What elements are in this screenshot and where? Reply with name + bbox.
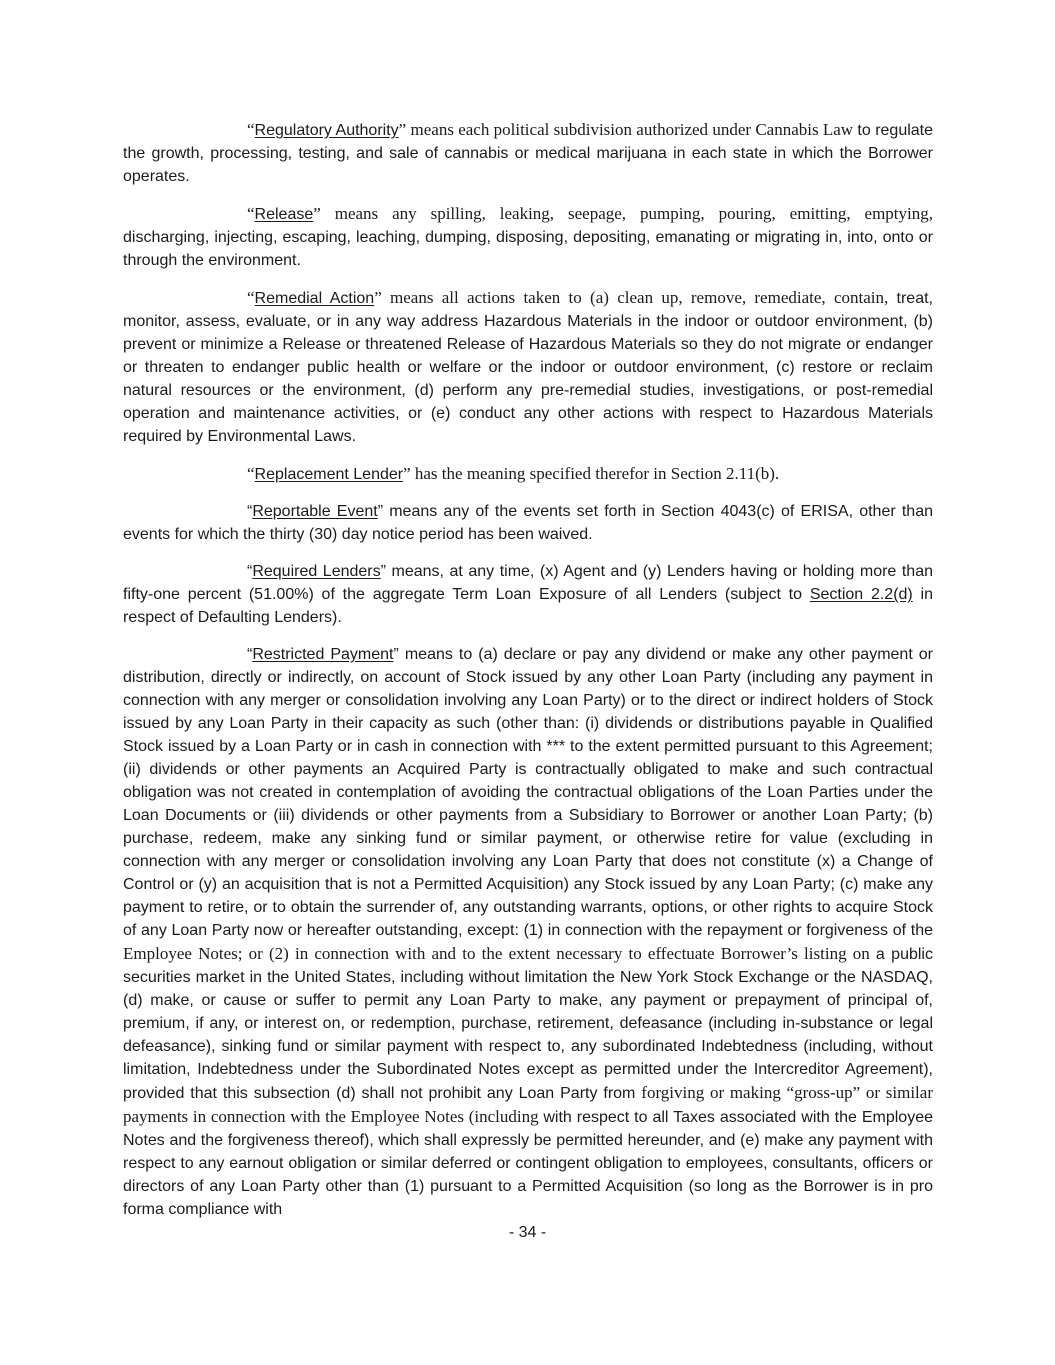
definition-restricted-payment: [123, 643, 933, 1221]
text-segment: “: [247, 204, 255, 223]
text-segment: “: [247, 563, 253, 580]
text-segment: treat, monitor, assess, evaluate, or in any way address Hazardous Materials in the indoor or outdoor environment, (b) prevent or minimize a Release or threatened Release of Hazardous Materials so they do not migrate or endanger or threaten to endanger public health or welfare or the indoor or outdoor environment, (c) restore or reclaim natural resources or the environment, (d) perform any pre-remedial studies, investigations, or post-remedial operation and maintenance activities, or (e) conduct any other actions with respect to Hazardous Materials required by Environmental Laws.: [123, 290, 933, 445]
definition-remedial-action: [123, 286, 933, 448]
text-segment: “: [247, 120, 255, 139]
text-segment: a public securities market in the United States, including without limitation the New York Stock Exchange or the NASDAQ, (d) make, or cause or suffer to permit any Loan Party to make, any payment or prepayment of principal of, premium, if any, or interest on, or redemption, purchase, retirement, defeasance (including in-substance or legal defeasance), sinking fund or similar payment with respect to, any subordinated Indebtedness (including, without limitation, Indebtedness under the Subordinated Notes except as permitted under the Intercreditor Agreement), provided that this subsection (d) shall not prohibit any Loan Party from: [123, 946, 933, 1102]
defined-term: Regulatory Authority: [254, 122, 399, 139]
text-segment: “: [247, 288, 255, 307]
defined-term: Replacement Lender: [254, 466, 404, 483]
definition-reportable-event: [123, 500, 933, 546]
defined-term: Remedial Action: [254, 290, 375, 307]
text-segment: ” has the meaning specified therefor in Section 2.11(b).: [403, 464, 780, 483]
defined-term: Required Lenders: [252, 563, 381, 580]
text-segment: “: [247, 646, 253, 663]
defined-term: Release: [254, 206, 314, 223]
text-segment: ” means all actions taken to (a) clean up, remove, remediate, contain,: [374, 288, 897, 307]
text-segment: “: [247, 464, 255, 483]
section-reference: Section 2.2(d): [809, 586, 913, 603]
text-segment: forgiving or making “gross-up” or similar payments in connection with the Employee Notes (including: [123, 1083, 933, 1126]
defined-term: Restricted Payment: [252, 646, 394, 663]
page-number: - 34 -: [508, 1224, 547, 1241]
text-segment: “: [247, 503, 253, 520]
text-segment: discharging, injecting, escaping, leaching, dumping, disposing, depositing, emanating or migrating in, into, onto or through the environment.: [123, 229, 933, 269]
text-segment: to regulate the growth, processing, testing, and sale of cannabis or medical marijuana in each state in which the Borrower operates.: [123, 122, 934, 185]
definition-regulatory-authority: [123, 118, 933, 188]
text-segment: ” means each political subdivision authorized under Cannabis Law: [398, 120, 858, 139]
text-segment: ” means any spilling, leaking, seepage, pumping, pouring, emitting, emptying,: [313, 204, 933, 223]
text-segment: ” means any of the events set forth in Section 4043(c) of ERISA, other than events for which the thirty (30) day notice period has been waived.: [123, 503, 933, 543]
defined-term: Reportable Event: [252, 503, 378, 520]
definition-replacement-lender: [123, 462, 933, 486]
text-segment: ” means to (a) declare or pay any dividend or make any other payment or distribution, directly or indirectly, on account of Stock issued by any other Loan Party (including any payment in connection with any merger or consolidation involving any Loan Party) or to the direct or indirect holders of Stock issued by any Loan Party in their capacity as such (other than: (i) dividends or distributions payable in Qualified Stock issued by a Loan Party or in cash in connection with *** to the extent permitted pursuant to this Agreement; (ii) dividends or other payments an Acquired Party is contractually obligated to make and such contractual obligation was not created in contemplation of avoiding the contractual obligations of the Loan Parties under the Loan Documents or (iii) dividends or other payments from a Subsidiary to Borrower or another Loan Party; (b) purchase, redeem, make any sinking fund or similar payment, or otherwise retire for value (excluding in connection with any merger or consolidation involving any Loan Party that does not constitute (x) a Change of Control or (y) an acquisition that is not a Permitted Acquisition) any Stock issued by any Loan Party; (c) make any payment to retire, or to obtain the surrender of, any outstanding warrants, options, or other rights to acquire Stock of any Loan Party now or hereafter outstanding, except: (1) in connection with the repayment or forgiveness of the: [123, 646, 934, 939]
text-segment: with respect to all Taxes associated with the Employee Notes and the forgiveness thereof), which shall expressly be permitted hereunder, and (e) make any payment with respect to any earnout obligation or similar deferred or contingent obligation to employees, consultants, officers or directors of any Loan Party other than (1) pursuant to a Permitted Acquisition (so long as the Borrower is in pro forma compliance with: [123, 1109, 933, 1218]
document-body: [123, 118, 933, 1221]
text-segment: in respect of Defaulting Lenders).: [123, 586, 934, 626]
definition-required-lenders: [123, 560, 933, 629]
definition-release: [123, 202, 933, 272]
text-segment: ” means, at any time, (x) Agent and (y) Lenders having or holding more than fifty-one percent (51.00%) of the aggregate Term Loan Exposure of all Lenders (subject to: [123, 563, 934, 603]
text-segment: Employee Notes; or (2) in connection with and to the extent necessary to effectuate Borrower’s listing on: [123, 944, 876, 963]
